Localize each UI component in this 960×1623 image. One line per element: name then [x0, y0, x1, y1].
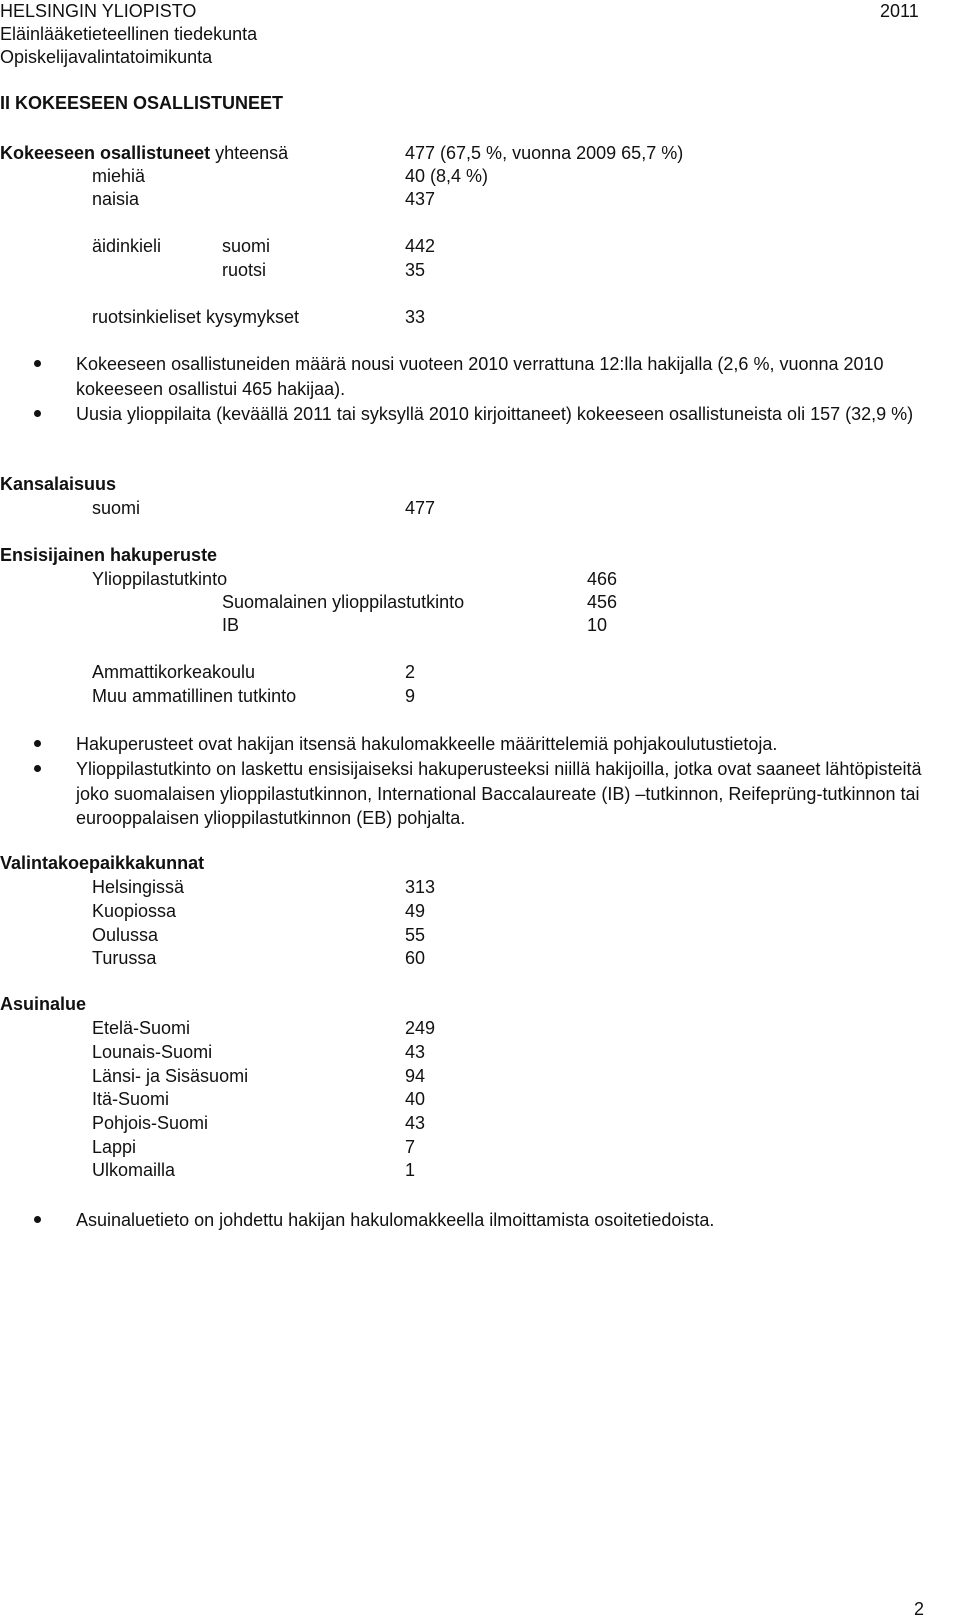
- matriculation-label: Ylioppilastutkinto: [92, 569, 228, 589]
- exam-location-value: 55: [405, 925, 426, 945]
- residence-label: Lounais-Suomi: [92, 1042, 213, 1062]
- exam-location-value: 313: [405, 877, 436, 897]
- residence-label: Ulkomailla: [92, 1160, 176, 1180]
- exam-location-label: Oulussa: [92, 925, 159, 945]
- mother-tongue-row-label: ruotsi: [222, 260, 267, 280]
- participants-label-rest: yhteensä: [215, 143, 289, 163]
- women-label: naisia: [92, 189, 140, 209]
- residence-label: Itä-Suomi: [92, 1089, 170, 1109]
- basis-sub-row-label: Suomalainen ylioppilastutkinto: [222, 592, 465, 612]
- residence-value: 7: [405, 1137, 416, 1157]
- basis-other-row-label: Muu ammatillinen tutkinto: [92, 686, 297, 706]
- citizenship-heading: Kansalaisuus: [0, 474, 117, 494]
- exam-locations-heading: Valintakoepaikkakunnat: [0, 853, 205, 873]
- basis-other-row-value: 2: [405, 662, 416, 682]
- header-year: 2011: [880, 1, 919, 21]
- bullet-text: Kokeeseen osallistuneiden määrä nousi vuoteen 2010 verrattuna 12:lla hakijalla (2,6 %, vuonna 2010 kokeeseen osallistui 465 hakijaa).: [76, 354, 884, 399]
- section-title: II KOKEESEEN OSALLISTUNEET: [0, 93, 284, 113]
- mother-tongue-row-value: 35: [405, 260, 426, 280]
- bullet-text: Hakuperusteet ovat hakijan itsensä hakulomakkeelle määrittelemiä pohjakoulutustietoja.: [76, 734, 778, 754]
- mother-tongue-row-value: 442: [405, 236, 436, 256]
- participants-total: 477 (67,5 %, vuonna 2009 65,7 %): [405, 143, 684, 163]
- residence-value: 1: [405, 1160, 416, 1180]
- women-value: 437: [405, 189, 436, 209]
- faculty-name: Eläinlääketieteellinen tiedekunta: [0, 24, 258, 44]
- basis-sub-row-label: IB: [222, 615, 240, 635]
- basis-other-row-value: 9: [405, 686, 416, 706]
- bullet-icon: [34, 740, 41, 747]
- men-label: miehiä: [92, 166, 146, 186]
- exam-location-value: 49: [405, 901, 426, 921]
- basis-other-row-label: Ammattikorkeakoulu: [92, 662, 256, 682]
- residence-value: 40: [405, 1089, 426, 1109]
- exam-location-label: Turussa: [92, 948, 157, 968]
- bullet-icon: [34, 765, 41, 772]
- exam-location-value: 60: [405, 948, 426, 968]
- men-value: 40 (8,4 %): [405, 166, 489, 186]
- primary-basis-heading: Ensisijainen hakuperuste: [0, 545, 218, 565]
- page-number: 2: [914, 1599, 925, 1619]
- exam-location-label: Helsingissä: [92, 877, 185, 897]
- residence-value: 94: [405, 1066, 426, 1086]
- residence-heading: Asuinalue: [0, 994, 87, 1014]
- committee-name: Opiskelijavalintatoimikunta: [0, 47, 213, 67]
- residence-label: Pohjois-Suomi: [92, 1113, 209, 1133]
- residence-value: 249: [405, 1018, 436, 1038]
- residence-value: 43: [405, 1042, 426, 1062]
- swedish-questions-value: 33: [405, 307, 426, 327]
- exam-location-label: Kuopiossa: [92, 901, 177, 921]
- mother-tongue-row-label: suomi: [222, 236, 271, 256]
- matriculation-value: 466: [587, 569, 618, 589]
- residence-label: Etelä-Suomi: [92, 1018, 191, 1038]
- bullet-icon: [34, 410, 41, 417]
- residence-value: 43: [405, 1113, 426, 1133]
- participants-label: [0, 142, 288, 164]
- bullet-text: [76, 402, 936, 427]
- bullet-text: Ylioppilastutkinto on laskettu ensisijaiseksi hakuperusteeksi niillä hakijoilla, jotka ovat saaneet lähtöpisteitä joko suomalaisen ylioppilastutkinnon, International Baccalaureate (IB) –tutkinnon, Reifeprüng-tutkinnon tai eurooppalaisen ylioppilastutkinnon (EB) pohjalta.: [76, 759, 922, 828]
- bullet-icon: [34, 1216, 41, 1223]
- bullet-text-content: Uusia ylioppilaita (keväällä 2011 tai syksyllä 2010 kirjoittaneet) kokeeseen osallistuneista oli 157 (32,9 %): [76, 404, 914, 424]
- participants-label-bold: Kokeeseen osallistuneet: [0, 143, 211, 163]
- basis-sub-row-value: 10: [587, 615, 608, 635]
- swedish-questions-label: ruotsinkieliset kysymykset: [92, 307, 300, 327]
- basis-sub-row-value: 456: [587, 592, 618, 612]
- residence-label: Länsi- ja Sisäsuomi: [92, 1066, 249, 1086]
- university-name: HELSINGIN YLIOPISTO: [0, 1, 197, 21]
- bullet-text: Asuinaluetieto on johdettu hakijan hakulomakkeella ilmoittamista osoitetiedoista.: [76, 1210, 715, 1230]
- citizenship-row-label: suomi: [92, 498, 141, 518]
- bullet-icon: [34, 360, 41, 367]
- citizenship-row-value: 477: [405, 498, 436, 518]
- mother-tongue-label: äidinkieli: [92, 236, 162, 256]
- residence-label: Lappi: [92, 1137, 137, 1157]
